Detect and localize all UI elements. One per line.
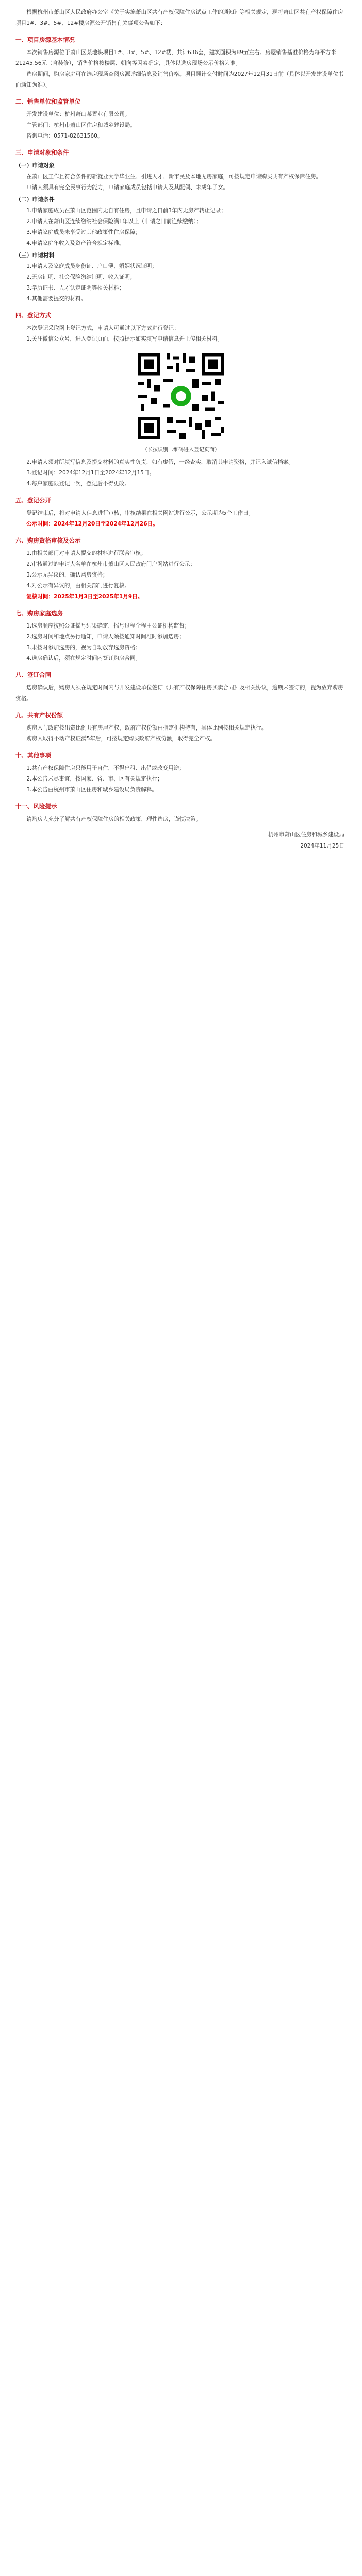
section-paragraph: 2.申请人须对所填写信息及提交材料的真实性负责，如有虚假，一经查实，取消其申请资格，并记入诚信档案。 [26, 459, 294, 465]
section-heading: 十、其他事项 [15, 752, 51, 759]
section-paragraph: 购房人与政府按出资比例共有房屋产权，政府产权份额由指定机构持有，具体比例按相关规定执行。 [26, 725, 267, 731]
section-subheading: （一）申请对象 [15, 162, 55, 169]
section-paragraph: 4.选房确认后，须在规定时间内签订购房合同。 [26, 655, 141, 662]
intro-paragraph: 根据杭州市萧山区人民政府办公室《关于实施萧山区共有产权保障住房试点工作的通知》等相关规定，现将萧山区共有产权保障住房项目1#、3#、5#、12#楼房源公开销售有关事项公告如下： [15, 9, 343, 26]
section-paragraph: 4.对公示有异议的，由相关部门进行复核。 [26, 583, 130, 589]
signature-date: 2024年11月25日 [300, 843, 344, 849]
section-paragraph: 2.申请人在萧山区连续缴纳社会保险满1年以上（申请之日前连续缴纳）； [26, 218, 202, 225]
section-paragraph: 2.审核通过的申请人名单在杭州市萧山区人民政府门户网站进行公示； [26, 561, 196, 567]
section-paragraph: 主管部门：杭州市萧山区住房和城乡建设局。 [26, 122, 136, 128]
section-paragraph: 3.未按时参加选房的，视为自动放弃选房资格； [26, 645, 141, 651]
section-paragraph: 选房期间，购房家庭可在选房现场查阅房源详细信息及销售价格。项目预计交付时间为2027年12月31日前（具体以开发建设单位书面通知为准）。 [15, 71, 344, 88]
section-paragraph: 4.申请家庭年收入及资产符合规定标准。 [26, 240, 125, 246]
section-heading: 十一、风险提示 [15, 803, 57, 810]
section-subheading: （三）申请材料 [15, 252, 55, 259]
sections-part-1 [15, 33, 347, 345]
section-paragraph: 请购房人充分了解共有产权保障住房的相关政策，理性选房，谨慎决策。 [26, 816, 202, 822]
section-paragraph: 1.申请家庭成员在萧山区范围内无自有住房，且申请之日前3年内无房产转让记录； [26, 208, 226, 214]
section-paragraph: 3.登记时间：2024年12月1日至2024年12月15日。 [26, 470, 155, 476]
highlighted-notice: 复核时间：2025年1月3日至2025年1月9日。 [26, 594, 143, 600]
sections-part-2 [15, 457, 347, 825]
section-paragraph: 1.选房顺序按照公证摇号结果确定，摇号过程全程由公证机构监督； [26, 623, 190, 629]
section-paragraph: 4.其他需要提交的材料。 [26, 296, 87, 302]
section-heading: 五、登记公开 [15, 497, 51, 504]
section-heading: 六、购房资格审核及公示 [15, 537, 81, 544]
section-heading: 九、共有产权份额 [15, 711, 63, 719]
section-paragraph: 登记结束后，将对申请人信息进行审核，审核结果在相关网站进行公示，公示期为5个工作日。 [26, 510, 254, 516]
section-paragraph: 2.无房证明、社会保险缴纳证明、收入证明； [26, 274, 136, 280]
section-subheading: （二）申请条件 [15, 196, 55, 203]
section-heading: 一、项目房源基本情况 [15, 36, 75, 43]
section-heading: 八、签订合同 [15, 671, 51, 679]
section-heading: 四、登记方式 [15, 312, 51, 319]
qr-code-block [15, 350, 347, 455]
section-paragraph: 本次登记采取网上登记方式，申请人可通过以下方式进行登记： [26, 325, 179, 331]
section-paragraph: 1.关注微信公众号，进入登记页面，按照提示如实填写申请信息并上传相关材料。 [26, 336, 223, 342]
section-paragraph: 购房人取得不动产权证满5年后，可按规定购买政府产权份额，取得完全产权。 [26, 736, 216, 742]
section-paragraph: 在萧山区工作且符合条件的新就业大学毕业生、引进人才、新市民及本地无房家庭，可按规定申请购买共有产权保障住房。 [26, 174, 322, 180]
section-paragraph: 选房确认后，购房人须在规定时间内与开发建设单位签订《共有产权保障住房买卖合同》及相关协议，逾期未签订的，视为放弃购房资格。 [15, 685, 343, 702]
section-paragraph: 开发建设单位：杭州萧山某置业有限公司。 [26, 111, 130, 117]
section-paragraph: 3.公示无异议的，确认购房资格； [26, 572, 108, 578]
section-paragraph: 2.选房时间和地点另行通知，申请人须按通知时间准时参加选房； [26, 634, 185, 640]
section-heading: 三、申请对象和条件 [15, 149, 69, 156]
section-paragraph: 1.申请人及家庭成员身份证、户口簿、婚姻状况证明； [26, 263, 157, 269]
qr-code-image [135, 350, 227, 443]
signature-org: 杭州市萧山区住房和城乡建设局 [268, 832, 344, 838]
highlighted-notice: 公示时间：2024年12月20日至2024年12月26日。 [26, 521, 158, 527]
section-paragraph: 4.每户家庭限登记一次，登记后不得更改。 [26, 481, 130, 487]
section-paragraph: 1.由相关部门对申请人提交的材料进行联合审核； [26, 550, 146, 556]
section-heading: 二、销售单位和监管单位 [15, 98, 81, 105]
section-paragraph: 1.共有产权保障住房只能用于自住，不得出租、出借或改变用途； [26, 765, 185, 771]
section-heading: 七、购房家庭选房 [15, 609, 63, 617]
section-paragraph: 本次销售房源位于萧山区某地块项目1#、3#、5#、12#楼，共计636套，建筑面积为89㎡左右。房屋销售基准价格为每平方米21245.56元（含装修），销售价格按楼层、朝向等因素确定，具体以选房现场公示价格为准。 [15, 49, 336, 66]
qr-caption: （长按识别二维码进入登记页面） [142, 447, 220, 453]
section-paragraph: 3.学历证书、人才认定证明等相关材料； [26, 285, 125, 291]
section-paragraph: 2.本公告未尽事宜，按国家、省、市、区有关规定执行； [26, 776, 163, 782]
section-paragraph: 3.本公告由杭州市萧山区住房和城乡建设局负责解释。 [26, 787, 157, 793]
section-paragraph: 3.申请家庭成员未享受过其他政策性住房保障； [26, 229, 141, 235]
section-paragraph: 申请人须具有完全民事行为能力，申请家庭成员包括申请人及其配偶、未成年子女。 [26, 184, 229, 191]
section-paragraph: 咨询电话：0571-82631560。 [26, 133, 103, 139]
